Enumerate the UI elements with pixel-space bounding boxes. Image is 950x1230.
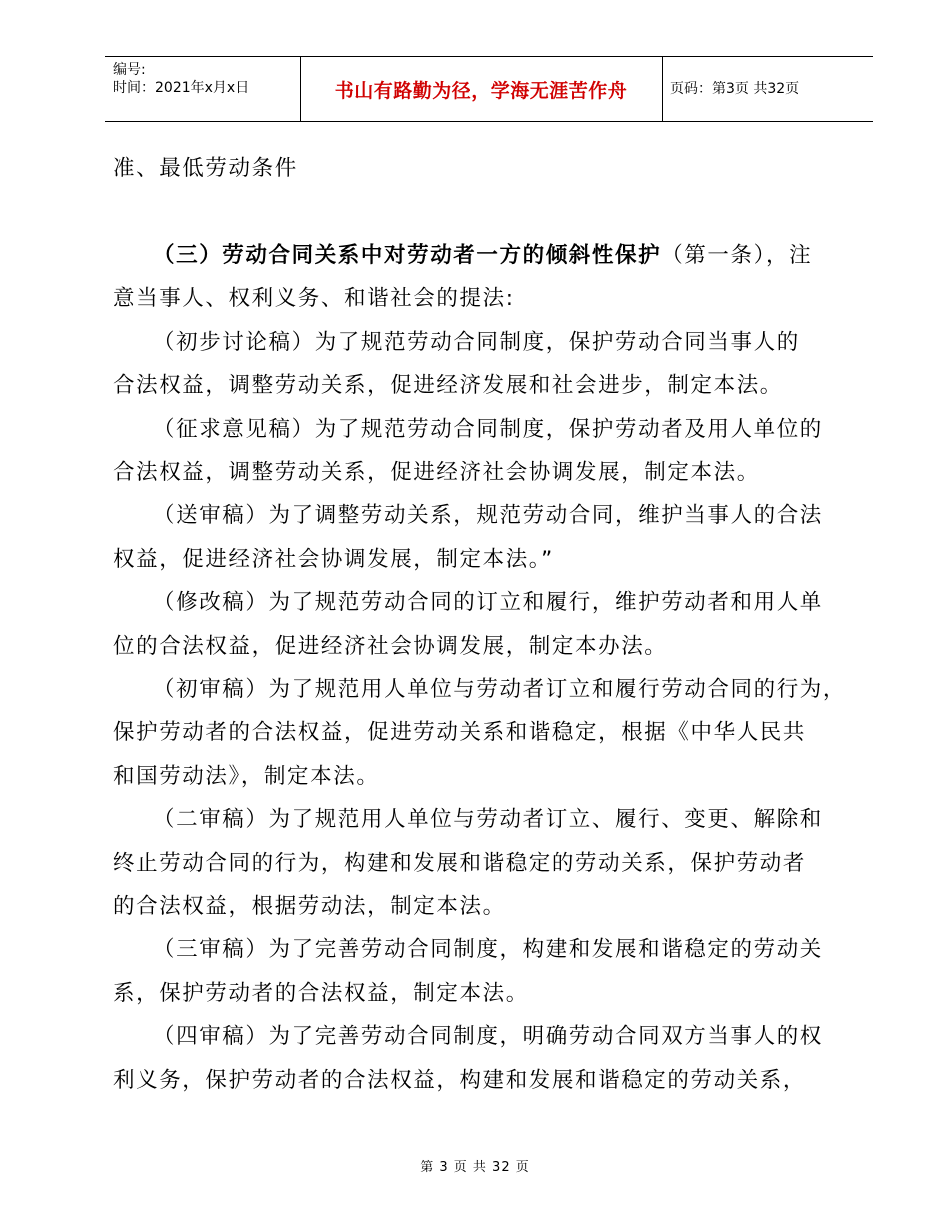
body-line: 终止劳动合同的行为，构建和发展和谐稳定的劳动关系，保护劳动者 — [113, 851, 807, 876]
section-heading-bold: （三）劳动合同关系中对劳动者一方的倾斜性保护 — [153, 243, 662, 268]
body-line: 合法权益，调整劳动关系，促进经济社会协调发展，制定本法。 — [113, 460, 760, 485]
header-motto-cell — [300, 57, 663, 121]
page-footer: 第 3 页 共 32 页 — [420, 1160, 530, 1175]
body-line: （修改稿）为了规范劳动合同的订立和履行，维护劳动者和用人单 — [153, 590, 823, 615]
body-line: （送审稿）为了调整劳动关系，规范劳动合同，维护当事人的合法 — [153, 503, 823, 528]
section-heading — [153, 241, 812, 271]
document-number-label: 编号: — [113, 62, 146, 78]
body-line: 的合法权益，根据劳动法，制定本法。 — [113, 894, 506, 919]
body-line: 合法权益，调整劳动关系，促进经济发展和社会进步，制定本法。 — [113, 373, 783, 398]
body-line: （二审稿）为了规范用人单位与劳动者订立、履行、变更、解除和 — [153, 807, 823, 832]
body-line: （三审稿）为了完善劳动合同制度，构建和发展和谐稳定的劳动关 — [153, 937, 823, 962]
body-line: 位的合法权益，促进经济社会协调发展，制定本办法。 — [113, 634, 668, 659]
document-time: 时间：2021年x月x日 — [113, 80, 250, 96]
body-line: 系，保护劳动者的合法权益，制定本法。 — [113, 981, 529, 1006]
body-line: 保护劳动者的合法权益，促进劳动关系和谐稳定，根据《中华人民共 — [113, 720, 807, 745]
header-page-cell — [662, 57, 873, 121]
header-motto: 书山有路勤为径，学海无涯苦作舟 — [334, 79, 628, 102]
section-heading-ref: （第一条）， — [661, 243, 790, 268]
document-header — [105, 56, 873, 122]
body-line: （四审稿）为了完善劳动合同制度，明确劳动合同双方当事人的权 — [153, 1024, 823, 1049]
header-page-info: 页码：第3页 共32页 — [670, 81, 800, 97]
body-line: 权益，促进经济社会协调发展，制定本法。” — [113, 547, 554, 572]
body-line: 准、最低劳动条件 — [113, 156, 298, 181]
body-line: （征求意见稿）为了规范劳动合同制度，保护劳动者及用人单位的 — [153, 417, 823, 442]
body-line: 和国劳动法》，制定本法。 — [113, 764, 380, 789]
body-line: （初步讨论稿）为了规范劳动合同制度，保护劳动合同当事人的 — [153, 330, 800, 355]
body-line: （初审稿）为了规范用人单位与劳动者订立和履行劳动合同的行为， — [153, 677, 847, 702]
section-heading-tail: 注 — [789, 243, 813, 268]
body-line: 利义务，保护劳动者的合法权益，构建和发展和谐稳定的劳动关系， — [113, 1068, 807, 1093]
header-meta-cell — [105, 57, 301, 121]
body-line: 意当事人、权利义务、和谐社会的提法: — [113, 286, 515, 311]
